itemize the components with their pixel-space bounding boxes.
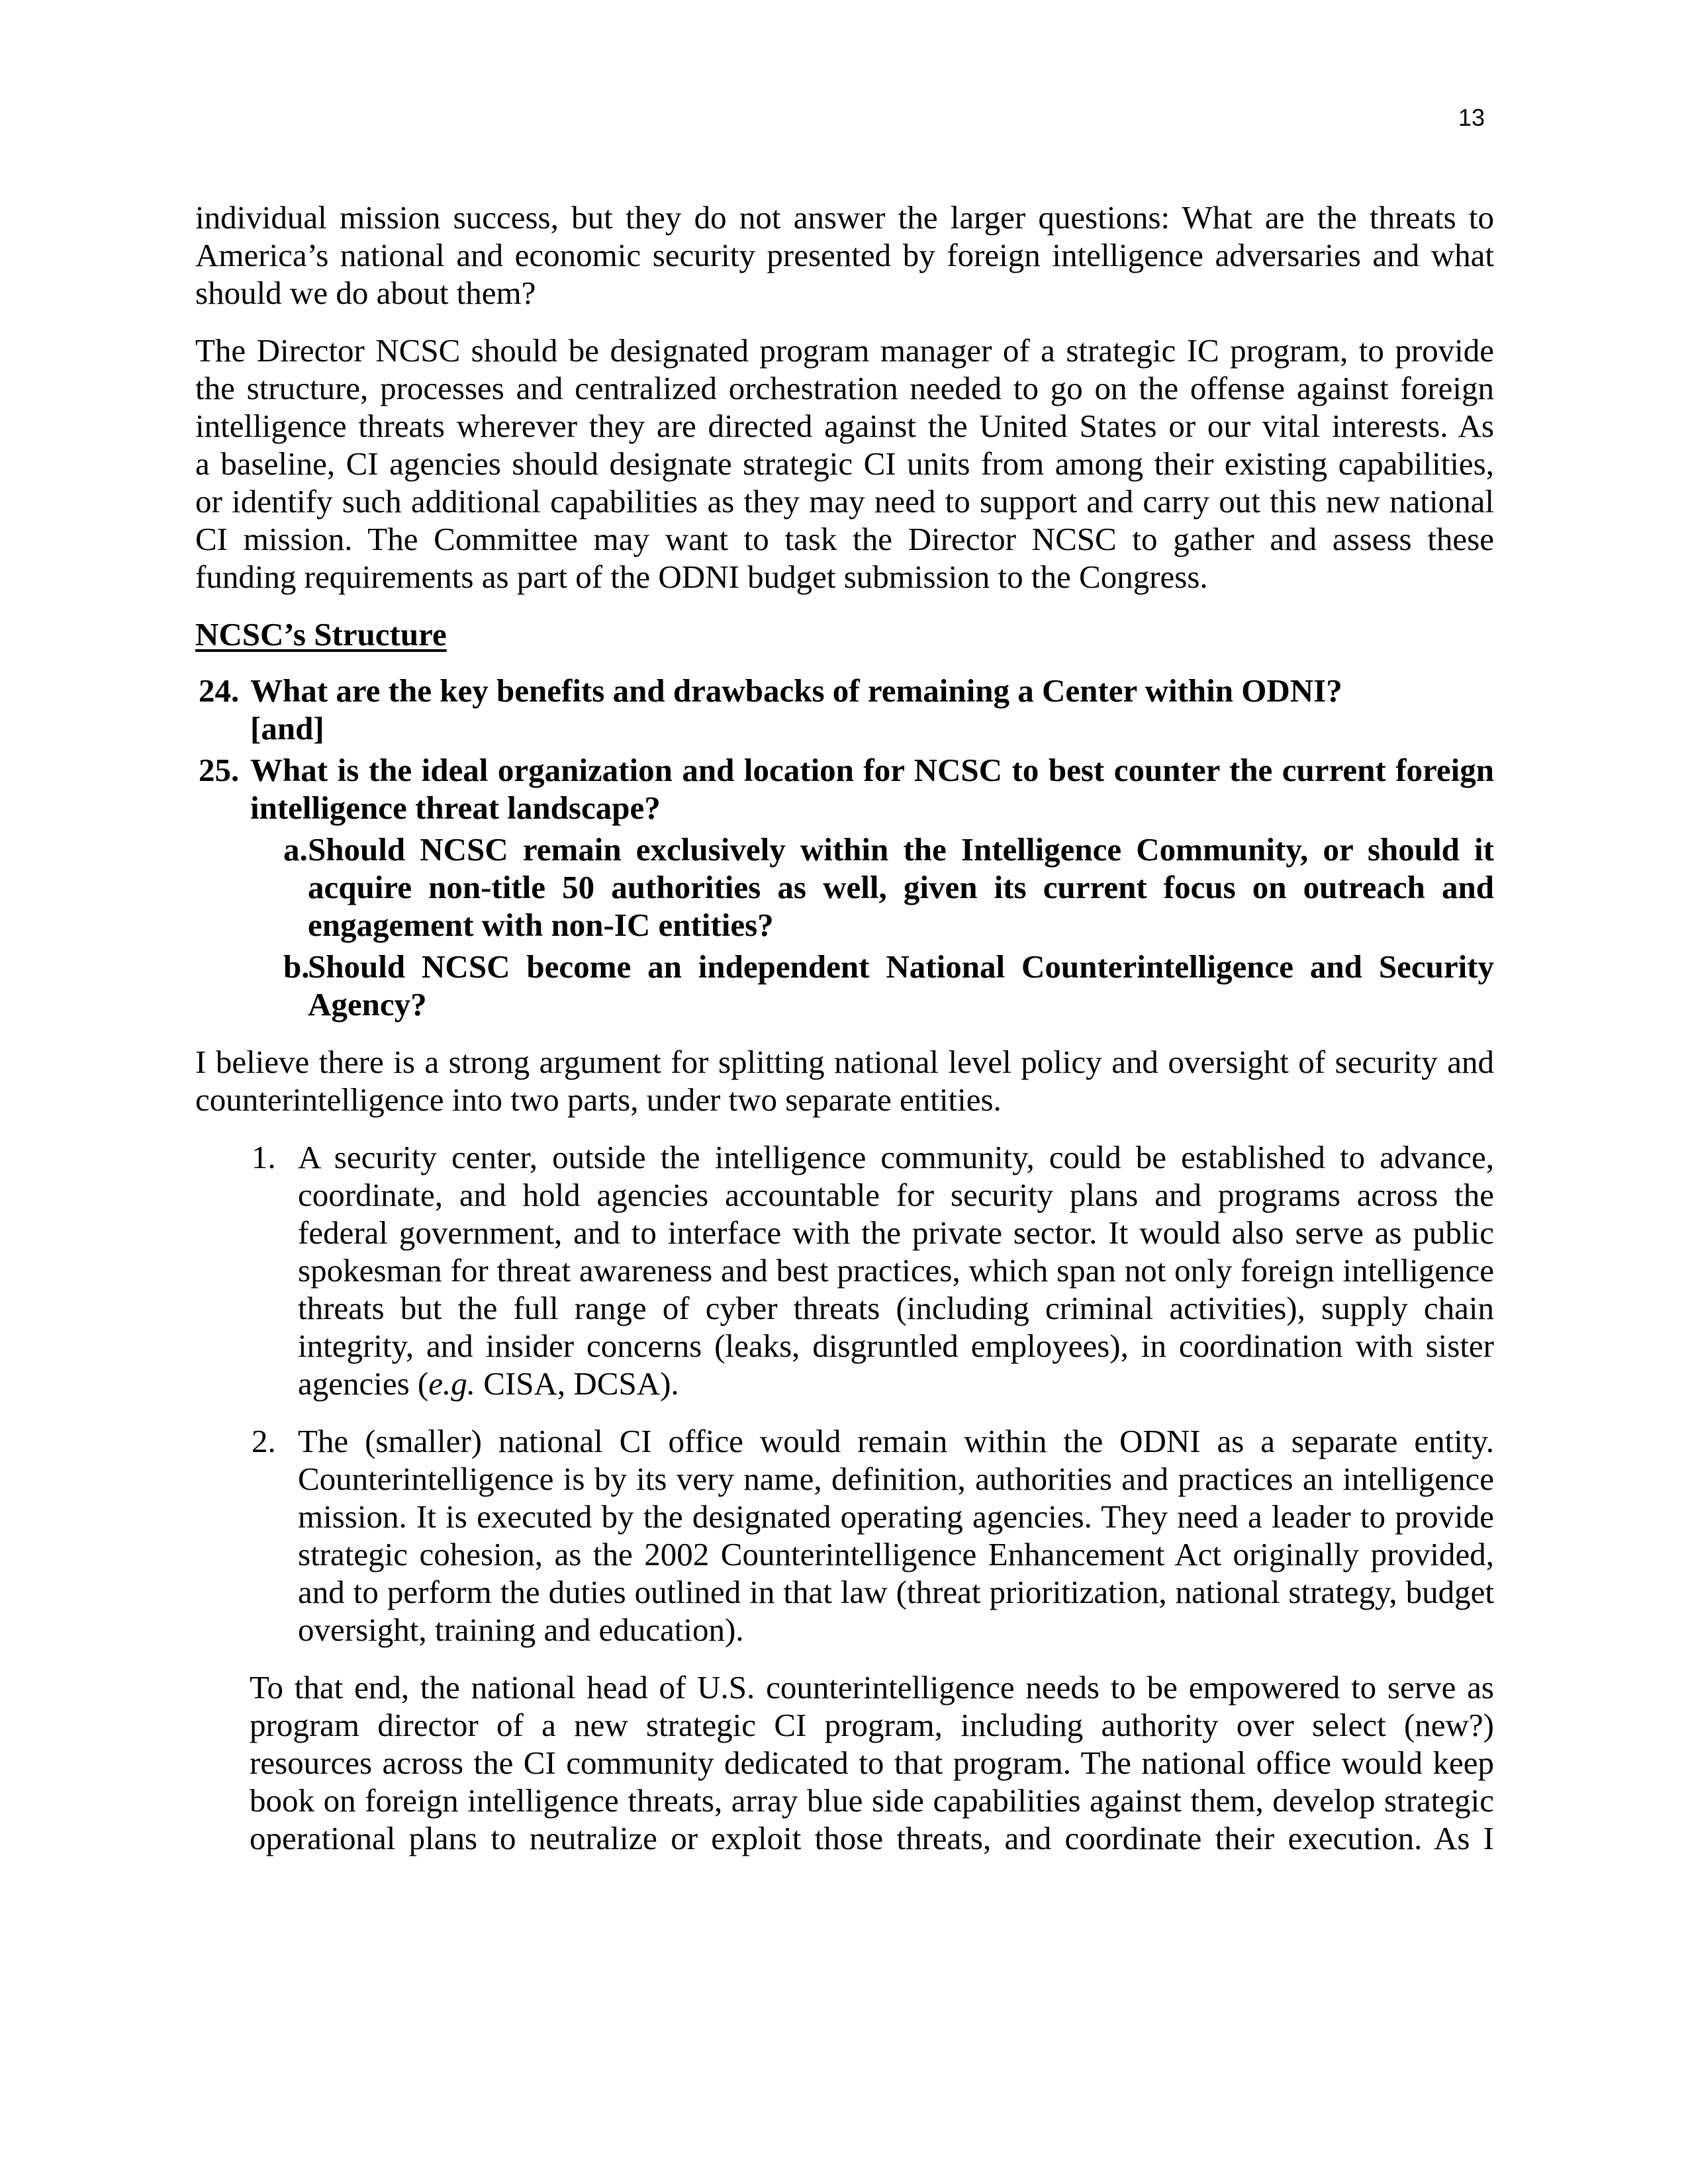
question-25 xyxy=(195,751,1494,827)
text-line: operational plans to neutralize or exploit those threats, and coordinate their execution. As I xyxy=(250,1820,1494,1856)
italic-abbreviation: e.g. xyxy=(428,1365,475,1402)
list-number: 1. xyxy=(252,1139,276,1175)
question-line: What are the key benefits and drawbacks of remaining a Center within ODNI? xyxy=(250,672,1342,709)
sub-question-a xyxy=(195,831,1494,944)
questions-block xyxy=(195,672,1494,1023)
text-line: threats but the full range of cyber threats (including criminal activities), supply chain xyxy=(298,1290,1494,1326)
text-line: federal government, and to interface with the private sector. It would also serve as public xyxy=(298,1214,1494,1251)
text-line: program director of a new strategic CI program, including authority over select (new?) xyxy=(250,1707,1494,1743)
text-line: a baseline, CI agencies should designate strategic CI units from among their existing capabilities, xyxy=(195,445,1494,482)
sub-question-line: engagement with non-IC entities? xyxy=(308,907,774,943)
question-line: What is the ideal organization and location for NCSC to best counter the current foreign xyxy=(250,752,1494,788)
text-line: or identify such additional capabilities as they may need to support and carry out this new national xyxy=(195,483,1494,520)
text-line: mission. It is executed by the designated operating agencies. They need a leader to provide xyxy=(298,1498,1494,1535)
text-line: integrity, and insider concerns (leaks, disgruntled employees), in coordination with sister xyxy=(298,1328,1494,1364)
list-item-security-center xyxy=(195,1138,1494,1402)
question-number: 24. xyxy=(199,672,240,709)
text-line: A security center, outside the intelligence community, could be established to advance, xyxy=(298,1139,1494,1175)
text-line: Counterintelligence is by its very name, definition, authorities and practices an intelligence xyxy=(298,1461,1494,1497)
closing-paragraph xyxy=(195,1668,1494,1857)
belief-paragraph xyxy=(195,1043,1494,1118)
text-line: intelligence threats wherever they are directed against the United States or our vital interests. As xyxy=(195,408,1494,444)
text-line: coordinate, and hold agencies accountable for security plans and programs across the xyxy=(298,1177,1494,1213)
section-heading: NCSC’s Structure xyxy=(195,616,447,653)
text-line: To that end, the national head of U.S. counterintelligence needs to be empowered to serve as xyxy=(250,1669,1494,1706)
text-line: individual mission success, but they do not answer the larger questions: What are the threats to xyxy=(195,199,1494,236)
page-number: 13 xyxy=(1458,104,1485,131)
text-line: should we do about them? xyxy=(195,275,536,311)
sub-question-letter: b. xyxy=(283,948,310,985)
question-24 xyxy=(195,672,1494,747)
sub-question-b xyxy=(195,948,1494,1023)
text-line: and to perform the duties outlined in that law (threat prioritization, national strategy, budget xyxy=(298,1574,1494,1610)
question-number: 25. xyxy=(199,752,240,788)
question-connector: [and] xyxy=(250,710,324,747)
text-line: the structure, processes and centralized orchestration needed to go on the offense against foreign xyxy=(195,370,1494,406)
text-line: counterintelligence into two parts, under two separate entities. xyxy=(195,1081,1002,1118)
intro-paragraph xyxy=(195,199,1494,312)
sub-question-line: Should NCSC remain exclusively within the Intelligence Community, or should it xyxy=(308,831,1494,868)
text-line: book on foreign intelligence threats, array blue side capabilities against them, develop strategic xyxy=(250,1782,1494,1819)
text-line: resources across the CI community dedicated to that program. The national office would keep xyxy=(250,1745,1494,1781)
text-line: The (smaller) national CI office would remain within the ODNI as a separate entity. xyxy=(298,1423,1494,1459)
question-line: intelligence threat landscape? xyxy=(250,790,661,826)
text-line xyxy=(298,1365,1494,1402)
text-line: spokesman for threat awareness and best practices, which span not only foreign intelligence xyxy=(298,1252,1494,1289)
program-paragraph xyxy=(195,332,1494,596)
sub-question-line: acquire non-title 50 authorities as well, given its current focus on outreach and xyxy=(308,869,1494,905)
text-line: funding requirements as part of the ODNI budget submission to the Congress. xyxy=(195,559,1208,595)
list-item-national-ci-office xyxy=(195,1422,1494,1649)
list-number: 2. xyxy=(252,1423,276,1459)
text-line: strategic cohesion, as the 2002 Counterintelligence Enhancement Act originally provided, xyxy=(298,1536,1494,1572)
text-line: America’s national and economic security presented by foreign intelligence adversaries and what xyxy=(195,237,1494,273)
text-line: CI mission. The Committee may want to task the Director NCSC to gather and assess these xyxy=(195,521,1494,557)
text-fragment: agencies ( xyxy=(298,1365,429,1402)
document-body xyxy=(195,199,1494,1877)
sub-question-letter: a. xyxy=(283,831,308,868)
text-line: oversight, training and education). xyxy=(298,1612,744,1648)
text-fragment: CISA, DCSA). xyxy=(475,1365,679,1402)
sub-question-line: Should NCSC become an independent National Counterintelligence and Security xyxy=(308,948,1494,985)
sub-question-line: Agency? xyxy=(308,986,427,1023)
text-line: The Director NCSC should be designated program manager of a strategic IC program, to provide xyxy=(195,332,1494,369)
text-line: I believe there is a strong argument for splitting national level policy and oversight of security and xyxy=(195,1044,1494,1080)
